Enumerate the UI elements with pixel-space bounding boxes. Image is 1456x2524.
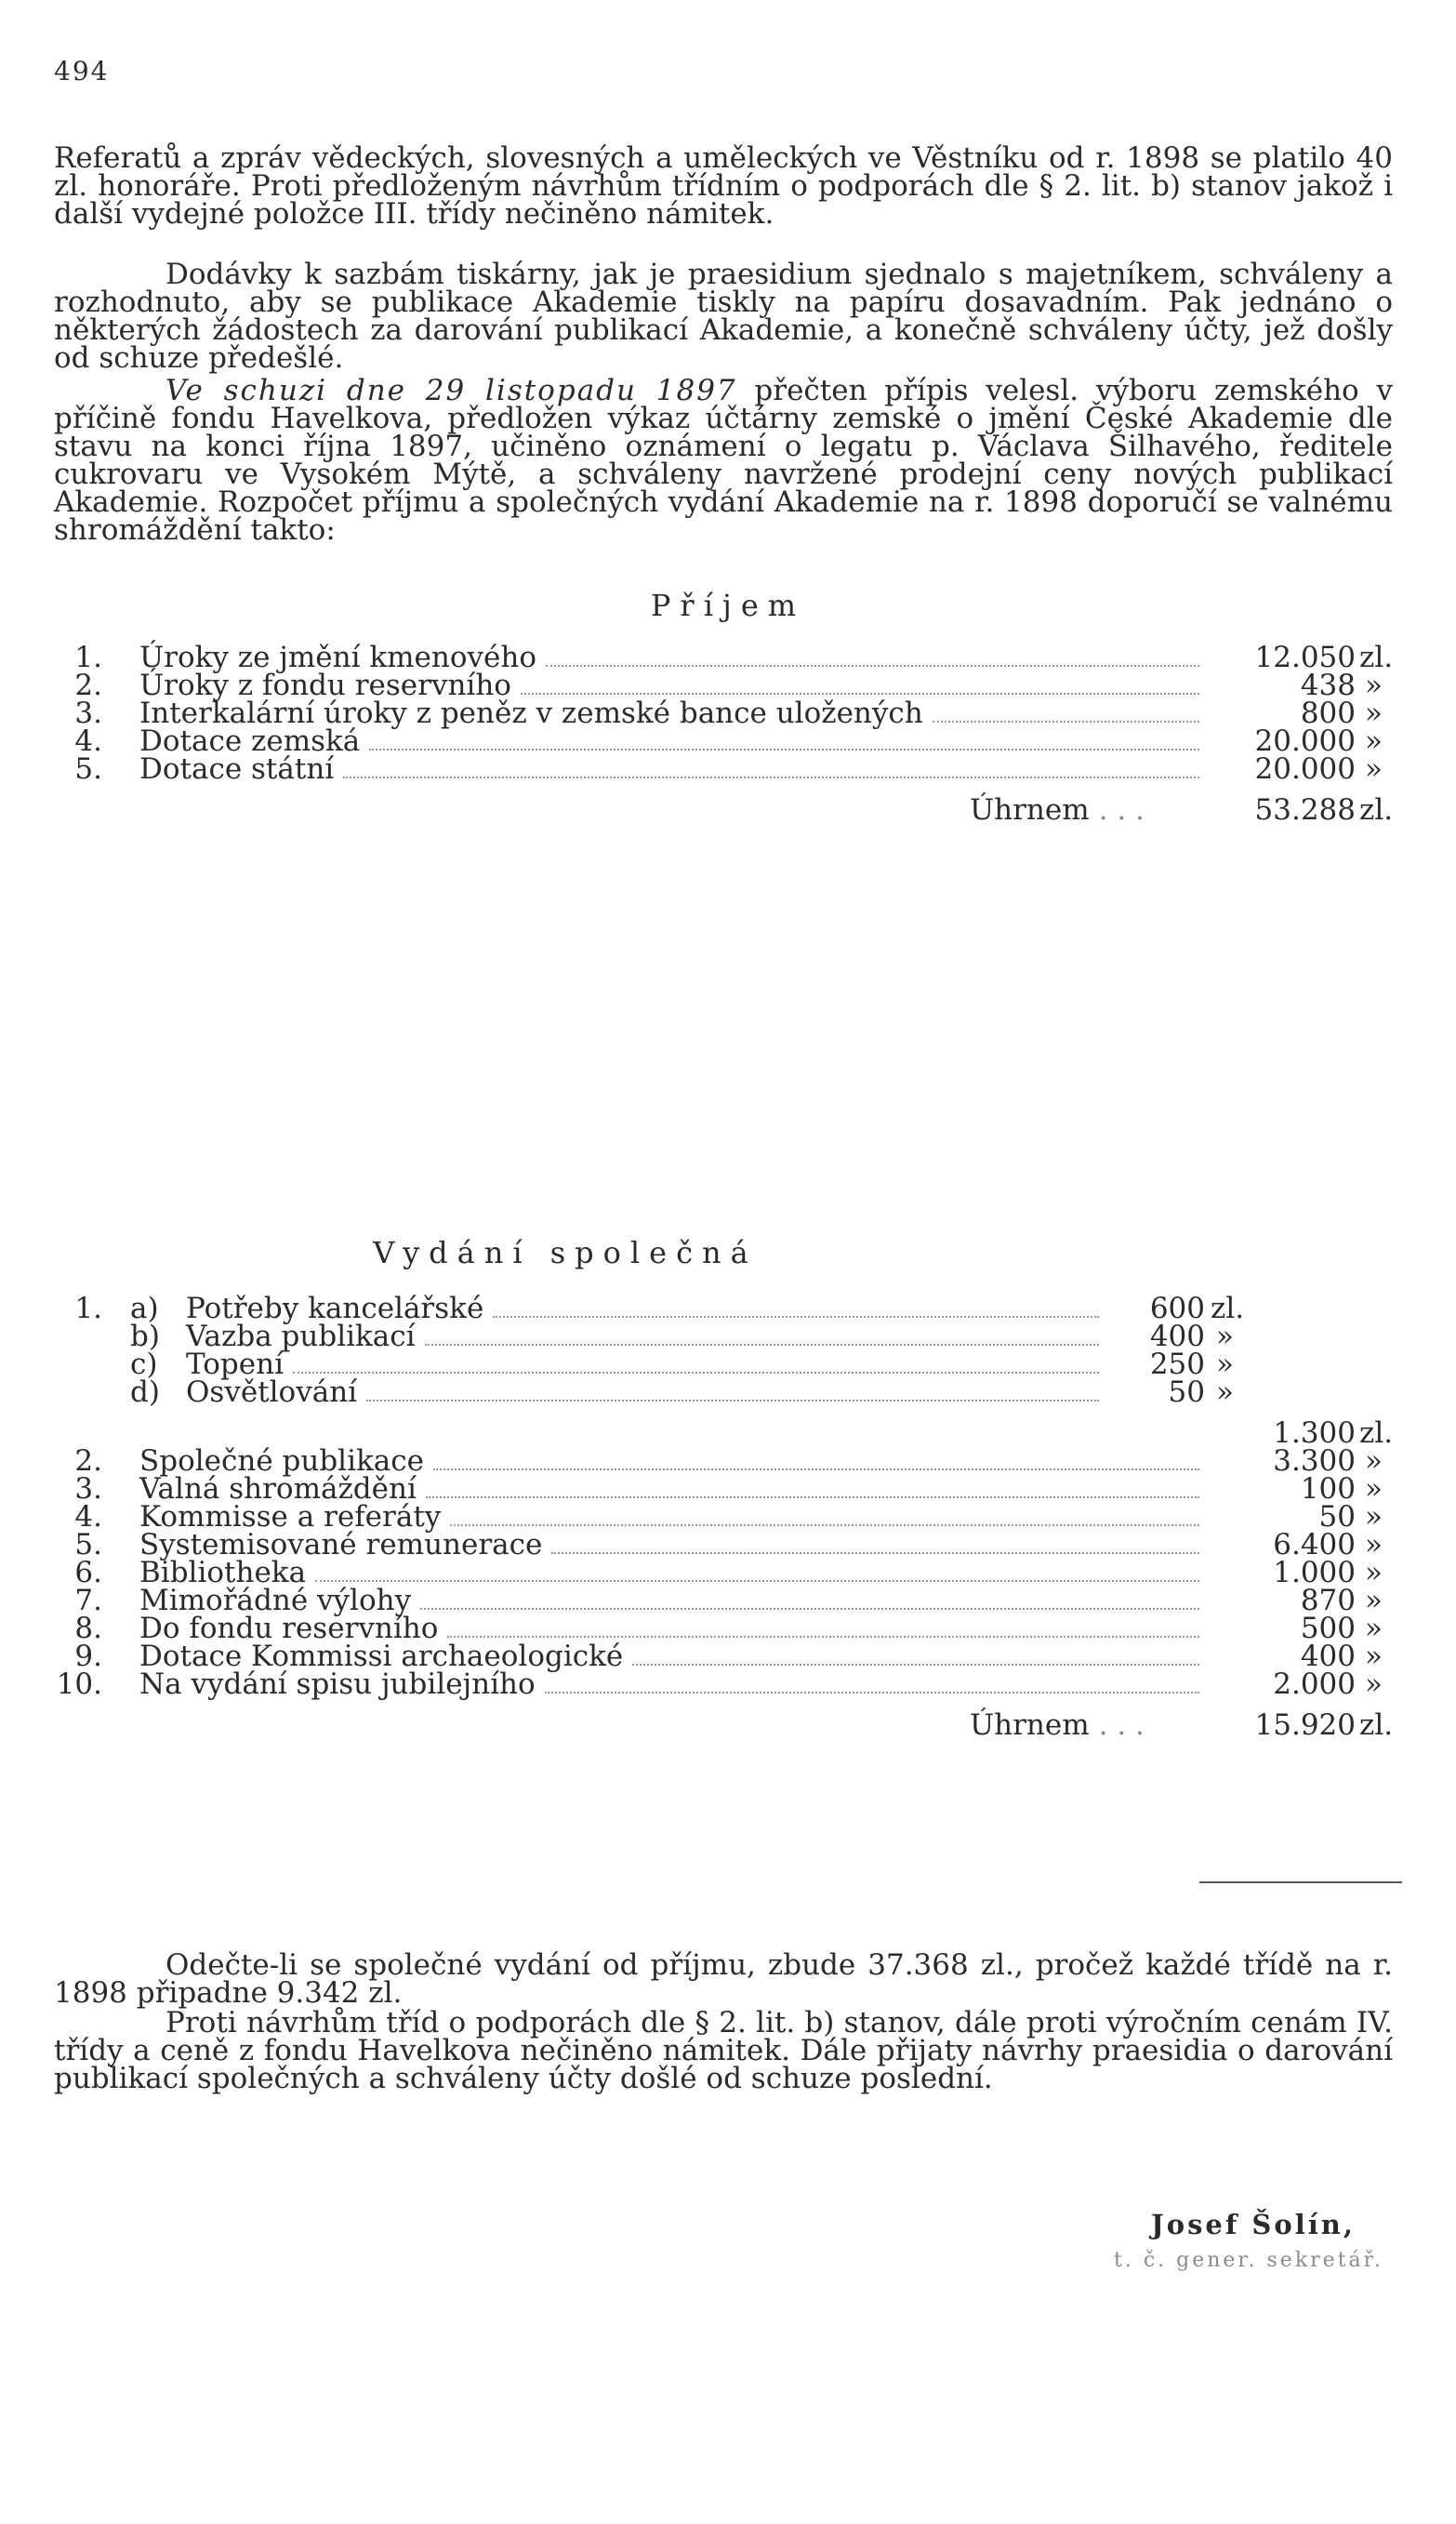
signature-title: t. č. gener. sekretář.: [1114, 2249, 1383, 2272]
row-amount: 20.000: [1254, 724, 1356, 758]
row-label: Do fondu reservního: [139, 1614, 1207, 1644]
expense-subrow: [54, 1375, 1402, 1409]
row-unit: »: [1216, 1375, 1234, 1409]
row-sub: c): [130, 1348, 158, 1381]
office-subtotal-row: [54, 1416, 1402, 1450]
row-number: 1.: [74, 641, 102, 674]
row-label: Na vydání spisu jubilejního: [139, 1670, 1207, 1700]
row-label: Osvětlování: [186, 1378, 1106, 1408]
row-unit: »: [1365, 697, 1383, 730]
row-amount: 870: [1300, 1584, 1356, 1617]
paragraph-session-november: [54, 374, 1393, 547]
expenses-total-row: [54, 1708, 1402, 1742]
row-number: 6.: [74, 1556, 102, 1589]
row-unit: »: [1216, 1320, 1234, 1353]
row-amount: 3.300: [1273, 1444, 1356, 1478]
row-amount: 2.000: [1273, 1667, 1356, 1701]
row-number: 2.: [74, 669, 102, 702]
total-amount: 15.920: [1254, 1708, 1356, 1742]
row-amount: 6.400: [1273, 1528, 1356, 1561]
row-number: 8.: [74, 1612, 102, 1645]
expense-row: [54, 1556, 1402, 1589]
row-unit: zl.: [1359, 641, 1394, 674]
row-amount: 12.050: [1254, 641, 1356, 674]
row-label: Potřeby kancelářské: [186, 1295, 1106, 1324]
income-table: [54, 641, 1402, 827]
row-number: 2.: [74, 1444, 102, 1478]
session-text: přečten přípis velesl. výboru zemského v příčině fondu Havelkova, předložen výkaz účtárny zemské o jmění České Akademie dle stavu na konci října 1897, učiněno oznámení o legatu p. Václava Šilhavého, ředitele cukrovaru ve Vysokém Mýtě, a schváleny navržené prodejní ceny nových publikací Akademie. Rozpočet příjmu a společných vydání Akademie na r. 1898 doporučí se valnému shromáždění takto:: [54, 374, 1393, 547]
expense-subrow: [54, 1320, 1402, 1353]
row-label: Interkalární úroky z peněz v zemské bance uložených: [139, 699, 1207, 729]
row-number: 5.: [74, 752, 102, 786]
total-unit: zl.: [1359, 793, 1394, 827]
row-unit: »: [1365, 1584, 1383, 1617]
row-unit: »: [1216, 1348, 1234, 1381]
row-number: 4.: [74, 724, 102, 758]
row-amount: 800: [1300, 697, 1356, 730]
row-amount: 20.000: [1254, 752, 1356, 786]
row-number: 1.: [74, 1292, 102, 1325]
income-heading: Příjem: [650, 588, 806, 623]
income-row: [54, 724, 1402, 758]
expense-row: [54, 1584, 1402, 1617]
income-total-row: [54, 793, 1402, 827]
paragraph-print-supplies: Dodávky k sazbám tiskárny, jak je praesidium sjednalo s majetníkem, schváleny a rozhodnuto, aby se publikace Akademie tiskly na papíru dosavadním. Pak jednáno o některých žádostech za darování publikací Akademie, a konečně schváleny účty, jež došly od schuze předešlé.: [54, 258, 1393, 375]
row-label: Topení: [186, 1350, 1106, 1380]
row-unit: »: [1365, 1640, 1383, 1673]
expense-row: [54, 1444, 1402, 1478]
row-unit: »: [1365, 1556, 1383, 1589]
expense-row: [54, 1612, 1402, 1645]
row-label: Valná shromáždění: [139, 1475, 1207, 1505]
expense-row: [54, 1472, 1402, 1506]
row-amount: 600: [1149, 1292, 1205, 1325]
row-number: 9.: [74, 1640, 102, 1673]
row-unit: »: [1365, 1667, 1383, 1701]
row-amount: 1.000: [1273, 1556, 1356, 1589]
income-row: [54, 669, 1402, 702]
row-sub: a): [130, 1292, 159, 1325]
row-unit: »: [1365, 1472, 1383, 1506]
row-number: 3.: [74, 1472, 102, 1506]
document-page: [54, 0, 1402, 2524]
income-row: [54, 641, 1402, 674]
row-unit: »: [1365, 1444, 1383, 1478]
row-unit: »: [1365, 724, 1383, 758]
expenses-table: [54, 1292, 1402, 1742]
row-amount: 400: [1300, 1640, 1356, 1673]
row-sub: d): [130, 1375, 160, 1409]
row-number: 5.: [74, 1528, 102, 1561]
income-row: [54, 752, 1402, 786]
row-label: Vazba publikací: [186, 1322, 1106, 1352]
total-unit: zl.: [1359, 1708, 1394, 1742]
row-unit: »: [1365, 1500, 1383, 1534]
subtotal-unit: zl.: [1359, 1416, 1394, 1450]
row-amount: 500: [1300, 1612, 1356, 1645]
row-label: Dotace Kommissi archaeologické: [139, 1642, 1207, 1672]
row-amount: 438: [1300, 669, 1356, 702]
total-label: Úhrnem . . .: [970, 793, 1145, 827]
expense-row: [54, 1500, 1402, 1534]
expense-row: [54, 1667, 1402, 1701]
row-amount: 50: [1318, 1500, 1356, 1534]
row-unit: »: [1365, 1612, 1383, 1645]
session-date: Ve schuzi dne 29 listopadu 1897: [165, 374, 737, 407]
row-label: Systemisované remunerace: [139, 1531, 1207, 1561]
expense-row: [54, 1640, 1402, 1673]
total-amount: 53.288: [1254, 793, 1356, 827]
page-number: 494: [54, 56, 110, 86]
sum-rule: [1199, 1881, 1402, 1883]
expenses-heading: Vydání společná: [373, 1235, 758, 1270]
paragraph-honoraria: Referatů a zpráv vědeckých, slovesných a uměleckých ve Věstníku od r. 1898 se platilo 40 zl. honoráře. Proti předloženým návrhům třídním o podporách dle § 2. lit. b) stanov jakož i další vydejné položce III. třídy nečiněno námitek.: [54, 141, 1393, 231]
row-label: Bibliotheka: [139, 1559, 1207, 1588]
income-row: [54, 697, 1402, 730]
row-unit: zl.: [1211, 1292, 1245, 1325]
expense-subrow: [54, 1348, 1402, 1381]
row-number: 7.: [74, 1584, 102, 1617]
row-sub: b): [130, 1320, 160, 1353]
row-label: Společné publikace: [139, 1447, 1207, 1477]
row-amount: 400: [1149, 1320, 1205, 1353]
row-label: Dotace zemská: [139, 727, 1207, 757]
row-amount: 250: [1149, 1348, 1205, 1381]
expense-subrow: [54, 1292, 1402, 1325]
paragraph-objections: Proti návrhům tříd o podporách dle § 2. lit. b) stanov, dále proti výročním cenám IV. třídy a ceně z fondu Havelkova nečiněno námitek. Dále přijaty návrhy praesidia o darování publikací společných a schváleny účty došlé od schuze poslední.: [54, 2006, 1393, 2095]
row-unit: »: [1365, 669, 1383, 702]
row-label: Dotace státní: [139, 755, 1207, 785]
row-unit: »: [1365, 1528, 1383, 1561]
row-unit: »: [1365, 752, 1383, 786]
row-label: Úroky z fondu reservního: [139, 671, 1207, 701]
signature-name: Josef Šolín,: [1151, 2209, 1356, 2240]
row-number: 3.: [74, 697, 102, 730]
total-label: Úhrnem . . .: [970, 1708, 1145, 1742]
row-amount: 100: [1300, 1472, 1356, 1506]
row-number: 10.: [56, 1667, 102, 1701]
row-amount: 50: [1168, 1375, 1205, 1409]
paragraph-surplus: Odečte-li se společné vydání od příjmu, zbude 37.368 zl., pročež každé třídě na r. 1898 připadne 9.342 zl.: [54, 1948, 1393, 2010]
row-label: Mimořádné výlohy: [139, 1587, 1207, 1616]
row-label: Kommisse a referáty: [139, 1503, 1207, 1533]
row-number: 4.: [74, 1500, 102, 1534]
row-label: Úroky ze jmění kmenového: [139, 644, 1207, 673]
expense-row: [54, 1528, 1402, 1561]
subtotal-amount: 1.300: [1273, 1416, 1356, 1450]
